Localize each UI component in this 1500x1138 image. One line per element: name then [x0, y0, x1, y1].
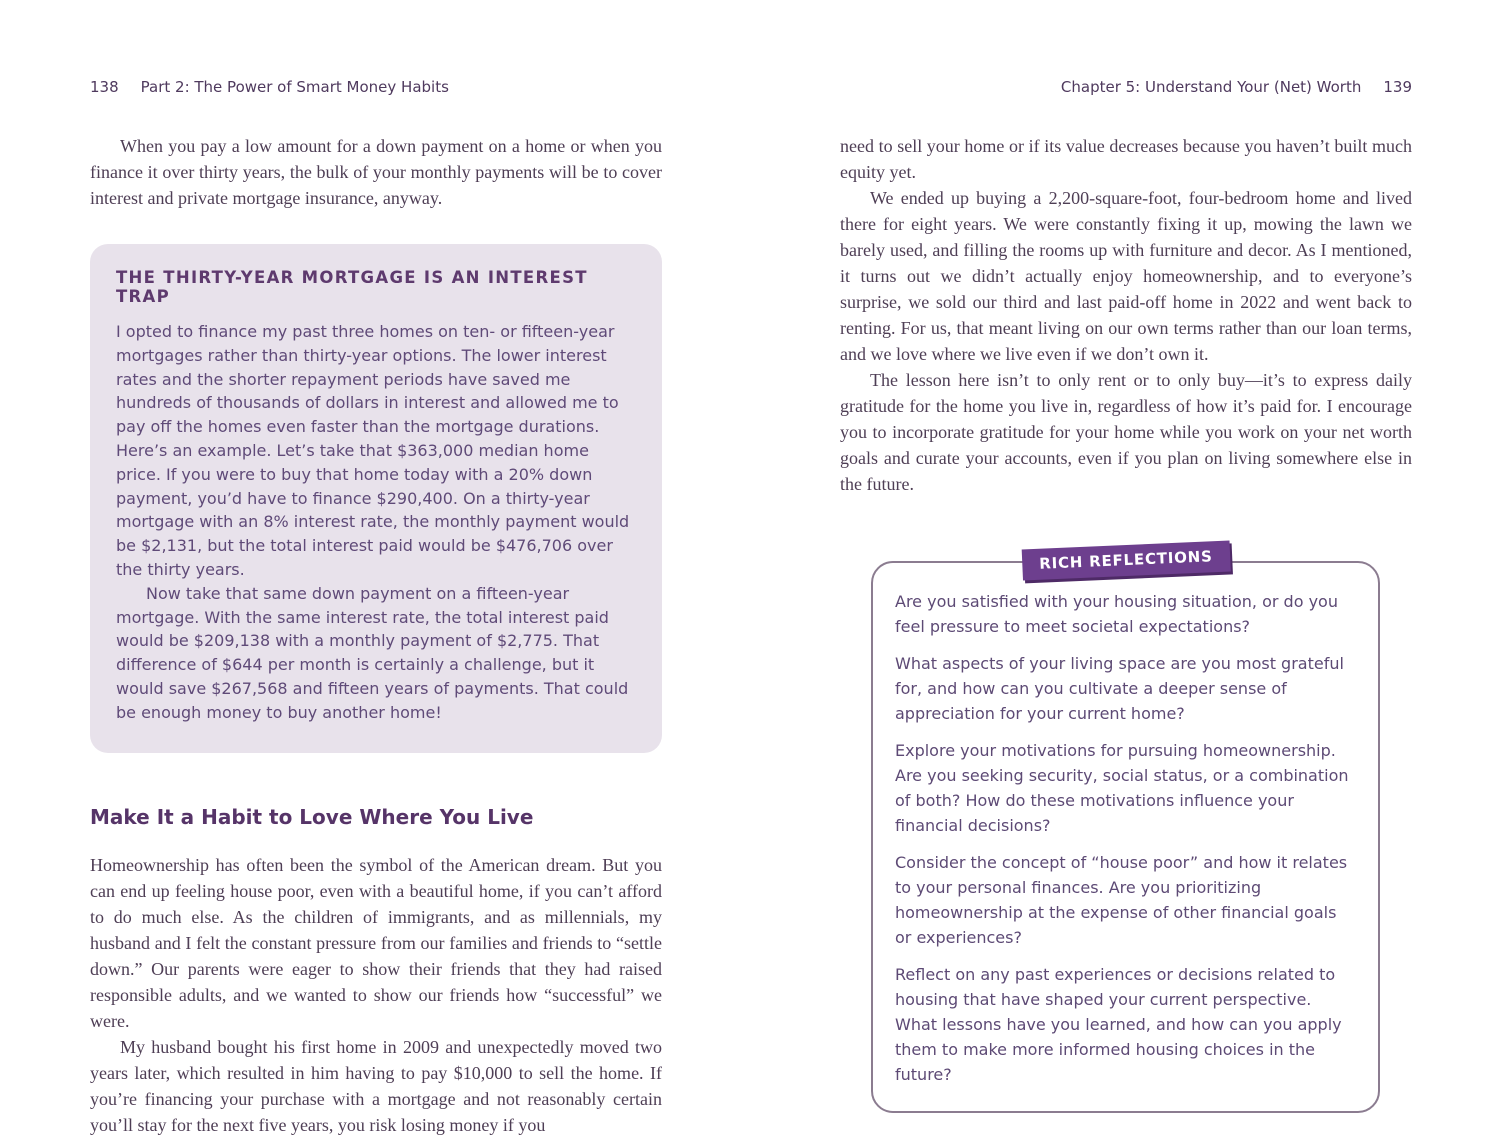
reflections-badge: RICH REFLECTIONS [1021, 540, 1230, 580]
body-paragraph: need to sell your home or if its value decreases because you haven’t built much equity yet. [840, 136, 1412, 182]
reflection-question: Consider the concept of “house poor” and how it relates to your personal finances. Are you prioritizing homeownership at the expense of other financial goals or experiences? [895, 853, 1348, 947]
body-paragraph: We ended up buying a 2,200-square-foot, four-bedroom home and lived there for eight years. We were constantly fixing it up, mowing the lawn we barely used, and filling the rooms up with furniture and decor. As I mentioned, it turns out we didn’t actually enjoy homeownership, and to everyone’s surprise, we sold our third and last paid-off home in 2022 and went back to renting. For us, that meant living on our own terms rather than our loan terms, and we love where we live even if we don’t own it. [840, 188, 1412, 364]
page-right [840, 78, 1412, 1113]
page-left [90, 78, 662, 1138]
section-heading: Make It a Habit to Love Where You Live [90, 804, 534, 829]
body-paragraph: The lesson here isn’t to only rent or to only buy—it’s to express daily gratitude for the home you live in, regardless of how it’s paid for. I encourage you to incorporate gratitude for your home while you work on your net worth goals and curate your accounts, even if you plan on living somewhere else in the future. [840, 370, 1412, 494]
reflection-question: Explore your motivations for pursuing homeownership. Are you seeking security, social status, or a combination of both? How do these motivations influence your financial decisions? [895, 741, 1349, 835]
body-paragraph: Homeownership has often been the symbol of the American dream. But you can end up feeling house poor, even with a beautiful home, if you can’t afford to do much else. As the children of immigrants, and as millennials, my husband and I felt the constant pressure from our families and friends to “settle down.” Our parents were eager to show their friends that they had raised responsible adults, and we wanted to show our friends how “successful” we were. [90, 854, 662, 1031]
running-head-left-title: Part 2: The Power of Smart Money Habits [140, 78, 449, 96]
page-right-running-head [840, 78, 1412, 96]
reflections-box [871, 547, 1380, 1113]
body-paragraph: My husband bought his first home in 2009 and unexpectedly moved two years later, which resulted in him having to pay $10,000 to sell the home. If you’re financing your purchase with a mortgage and not reasonably certain you’ll stay for the next five years, you risk losing money if you [90, 1036, 662, 1135]
callout-box [90, 244, 662, 753]
reflection-question: Reflect on any past experiences or decisions related to housing that have shaped your current perspective. What lessons have you learned, and how can you apply them to make more informed housing choices in the future? [895, 965, 1342, 1084]
callout-box-title: THE THIRTY-YEAR MORTGAGE IS AN INTEREST TRAP [116, 268, 588, 306]
callout-paragraph: Now take that same down payment on a fifteen-year mortgage. With the same interest rate, the total interest paid would be $209,138 with a monthly payment of $2,775. That difference of $644 per month is certainly a challenge, but it would save $267,568 and fifteen years of payments. That could be enough money to buy another home! [116, 583, 629, 722]
page-left-running-head [90, 78, 662, 96]
intro-paragraph: When you pay a low amount for a down payment on a home or when you finance it over thirty years, the bulk of your monthly payments will be to cover interest and private mortgage insurance, anyway. [90, 136, 662, 208]
reflection-question: Are you satisfied with your housing situation, or do you feel pressure to meet societal expectations? [895, 592, 1338, 636]
page-number-right: 139 [1383, 78, 1412, 96]
running-head-right-title: Chapter 5: Understand Your (Net) Worth [1060, 78, 1362, 96]
page-number-left: 138 [90, 78, 119, 96]
reflection-question: What aspects of your living space are you most grateful for, and how can you cultivate a deeper sense of appreciation for your current home? [895, 654, 1344, 723]
callout-paragraph: I opted to finance my past three homes on ten- or fifteen-year mortgages rather than thirty-year options. The lower interest rates and the shorter repayment periods have saved me hundreds of thousands of dollars in interest and allowed me to pay off the homes even faster than the mortgage durations. Here’s an example. Let’s take that $363,000 median home price. If you were to buy that home today with a 20% down payment, you’d have to finance $290,400. On a thirty-year mortgage with an 8% interest rate, the monthly payment would be $2,131, but the total interest paid would be $476,706 over the thirty years. [116, 322, 630, 579]
